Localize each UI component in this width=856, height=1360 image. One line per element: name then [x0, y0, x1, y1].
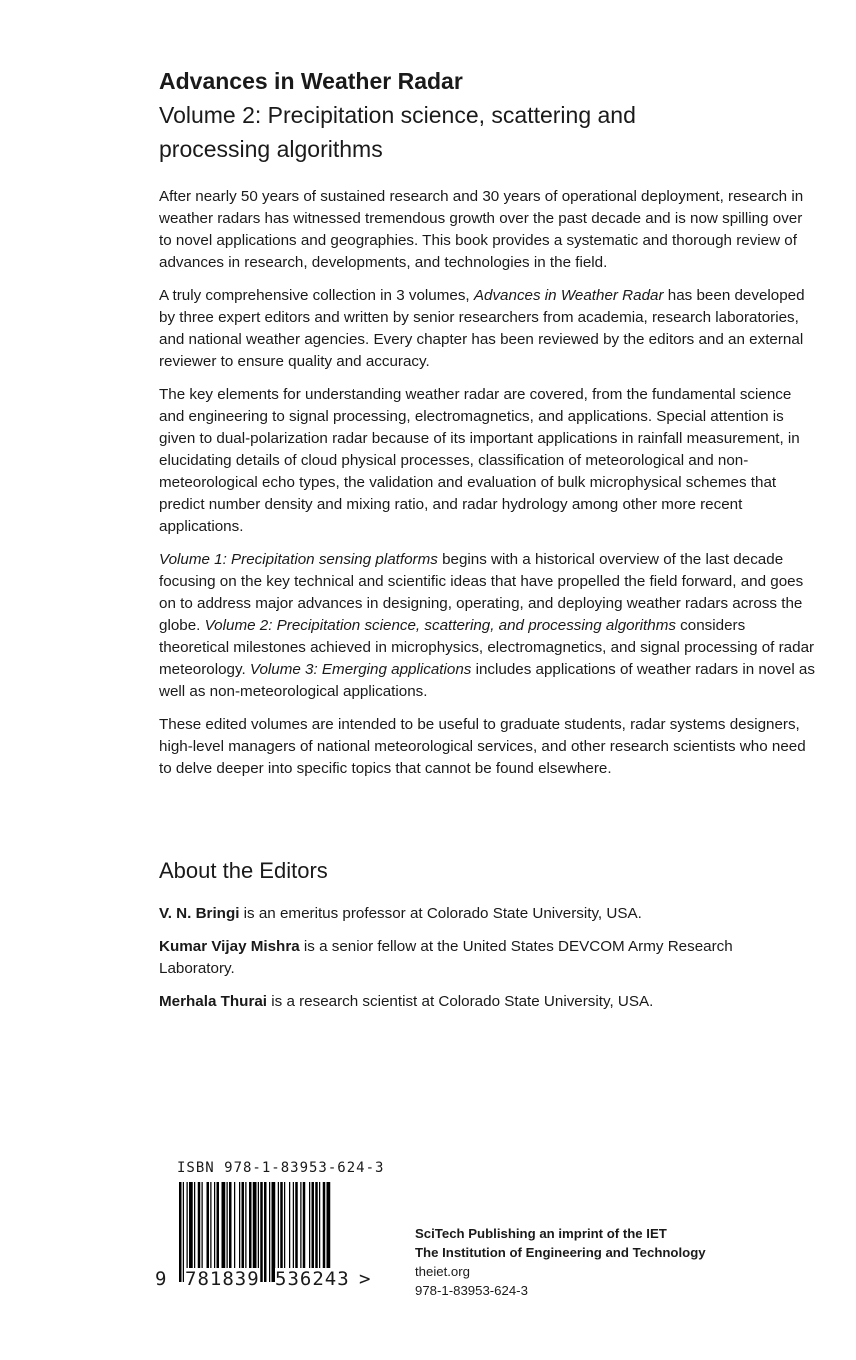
barcode-bar	[300, 1182, 301, 1282]
p4-volume-1: Volume 1: Precipitation sensing platforms	[159, 551, 438, 568]
editor-item	[159, 903, 799, 925]
barcode-bar	[309, 1182, 310, 1282]
editor-name: V. N. Bringi	[159, 905, 240, 922]
p4-text-b: considers theoretical milestones achieved in microphysics, electromagnetics, and signal processing of radar meteorology.	[159, 617, 815, 678]
barcode-bar	[207, 1182, 210, 1282]
barcode-bar	[227, 1182, 228, 1282]
barcode-bar	[260, 1182, 263, 1282]
barcode-bar	[327, 1182, 331, 1282]
publisher-website: theiet.org	[415, 1264, 470, 1279]
p2-text-b: has been developed by three expert editors and written by senior researchers from academia, research laboratories, and national weather agencies. Every chapter has been reviewed by the editors and an external reviewer to ensure quality and accuracy.	[159, 287, 805, 370]
barcode-bar	[272, 1182, 276, 1282]
about-editors-heading: About the Editors	[159, 858, 328, 883]
paragraph-4	[159, 549, 815, 703]
p4-text-c: includes applications of weather radars in novel as well as non-meteorological applications.	[159, 661, 815, 700]
p4-volume-2: Volume 2: Precipitation science, scattering, and processing algorithms	[204, 617, 676, 634]
book-subtitle	[159, 98, 815, 166]
barcode-digit-first: 9	[155, 1268, 167, 1290]
barcode-bar	[253, 1182, 257, 1282]
paragraph-2	[159, 285, 815, 373]
barcode-bar	[284, 1182, 285, 1282]
publisher-info	[415, 1224, 706, 1300]
p4-text-a: begins with a historical overview of the last decade focusing on the key technical and scientific ideas that have propelled the field forward, and goes on to address major advances in designing, operating, and deploying weather radars across the globe.	[159, 551, 804, 634]
barcode-bar	[278, 1182, 279, 1282]
editor-name: Merhala Thurai	[159, 993, 268, 1010]
barcode-bar	[242, 1182, 245, 1282]
barcode-bar	[198, 1182, 201, 1282]
barcode-bar	[319, 1182, 320, 1282]
paragraph-1: After nearly 50 years of sustained research and 30 years of operational deployment, research in weather radars has witnessed tremendous growth over the past decade and is now spilling over to novel applications and geographies. This book provides a systematic and thorough review of advances in research, developments, and technologies in the field.	[159, 188, 804, 271]
publisher-isbn: 978-1-83953-624-3	[415, 1283, 528, 1298]
editor-desc: is a senior fellow at the United States DEVCOM Army Research Laboratory.	[159, 938, 733, 977]
barcode-bar	[258, 1182, 259, 1282]
publisher-imprint: SciTech Publishing an imprint of the IET	[415, 1226, 667, 1241]
p4-volume-3: Volume 3: Emerging applications	[249, 661, 472, 678]
barcode-digit-group-2: 536243	[275, 1268, 350, 1290]
barcode-bar	[187, 1182, 188, 1282]
publisher-institution: The Institution of Engineering and Technology	[415, 1245, 706, 1260]
isbn-label: ISBN 978-1-83953-624-3	[177, 1160, 385, 1176]
editors-list	[159, 903, 799, 1024]
barcode-bar	[269, 1182, 270, 1282]
barcode-bar	[214, 1182, 215, 1282]
barcode-bar	[222, 1182, 226, 1282]
editor-desc: is a research scientist at Colorado State University, USA.	[267, 993, 654, 1010]
barcode-bars	[177, 1182, 377, 1282]
barcode-bar	[293, 1182, 294, 1282]
barcode-bar	[312, 1182, 315, 1282]
barcode-bar	[280, 1182, 283, 1282]
barcode-bar	[234, 1182, 235, 1282]
subtitle-line-1: Volume 2: Precipitation science, scattering and	[159, 102, 636, 128]
editor-desc: is an emeritus professor at Colorado State University, USA.	[239, 905, 642, 922]
description-body	[159, 186, 815, 780]
barcode-bar	[249, 1182, 252, 1282]
barcode-bar	[179, 1182, 182, 1282]
barcode-bar	[323, 1182, 326, 1282]
barcode-bar	[295, 1182, 298, 1282]
barcode-bar	[194, 1182, 195, 1282]
editor-item	[159, 991, 799, 1013]
barcode-bar	[239, 1182, 240, 1282]
barcode-bar	[289, 1182, 290, 1282]
barcode-bar	[217, 1182, 220, 1282]
paragraph-3: The key elements for understanding weather radar are covered, from the fundamental science and engineering to signal processing, electromagnetics, and applications. Special attention is given to dual-polarization radar because of its important applications in rainfall measurement, in elucidating details of cloud physical processes, classification of meteorological and non-meteorological echo types, the validation and evaluation of bulk microphysical schemes that predict number density and mixing ratio, and radar hydrology among other more recent applications.	[159, 386, 800, 535]
barcode-bar	[189, 1182, 193, 1282]
subtitle-line-2: processing algorithms	[159, 136, 383, 162]
barcode-bar	[229, 1182, 232, 1282]
editor-item	[159, 936, 799, 980]
barcode-bar	[303, 1182, 306, 1282]
barcode-bar	[245, 1182, 246, 1282]
description-section	[159, 66, 815, 791]
barcode-bar	[210, 1182, 211, 1282]
paragraph-5: These edited volumes are intended to be useful to graduate students, radar systems designers, high-level managers of national meteorological services, and other research scientists who need to delve deeper into specific topics that cannot be found elsewhere.	[159, 716, 806, 777]
barcode-digit-group-1: 781839	[185, 1268, 260, 1290]
barcode-bar	[315, 1182, 318, 1282]
p2-text-a: A truly comprehensive collection in 3 volumes,	[159, 287, 474, 304]
barcode-bar	[202, 1182, 203, 1282]
book-title: Advances in Weather Radar	[159, 68, 463, 94]
barcode-arrow: >	[359, 1268, 371, 1290]
isbn-barcode	[155, 1160, 385, 1305]
p2-italic: Advances in Weather Radar	[473, 287, 664, 304]
barcode-bar	[183, 1182, 184, 1282]
editor-name: Kumar Vijay Mishra	[159, 938, 300, 955]
barcode-bar	[264, 1182, 267, 1282]
